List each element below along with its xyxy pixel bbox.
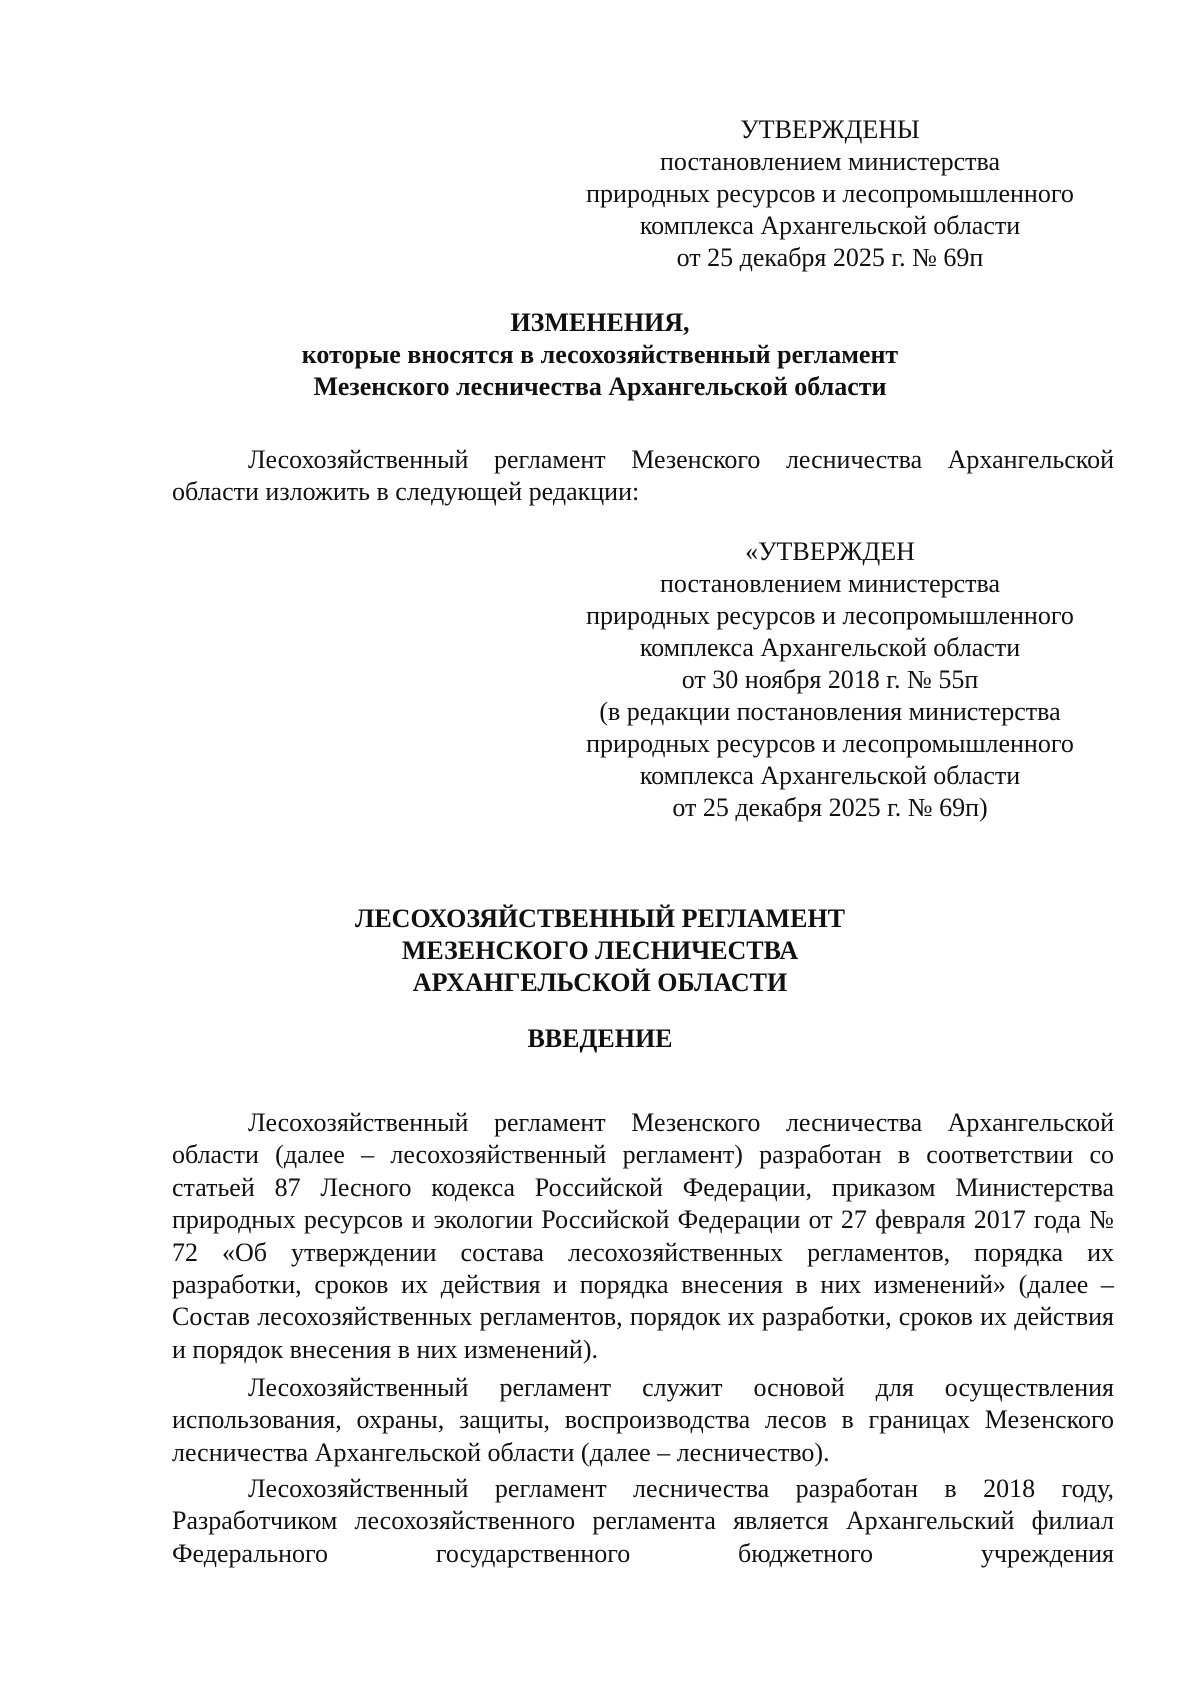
approval-line: комплекса Архангельской области (639, 633, 1021, 662)
title-line: АРХАНГЕЛЬСКОЙ ОБЛАСТИ (412, 968, 788, 997)
approval-line: от 25 декабря 2025 г. № 69п (676, 243, 984, 272)
body-paragraph: Лесохозяйственный регламент служит основой для осуществления использования, охраны, защиты, воспроизводства лесов в границах Мезенского лесничества Архангельской области (далее – лесничество). (172, 1373, 1114, 1467)
title-line: ЛЕСОХОЗЯЙСТВЕННЫЙ РЕГЛАМЕНТ (354, 904, 846, 933)
body-paragraph: Лесохозяйственный регламент лесничества разработан в 2018 году, Разработчиком лесохозяйственного регламента является Архангельский филиал Федерального государственного бюджетного учреждения (172, 1474, 1114, 1568)
approval-line: природных ресурсов и лесопромышленного (586, 729, 1074, 758)
changes-heading (140, 307, 1060, 403)
approval-line: УТВЕРЖДЕНЫ (740, 115, 920, 144)
body-paragraph: Лесохозяйственный регламент Мезенского лесничества Архангельской области (далее – лесохозяйственный регламент) разработан в соответствии со статьей 87 Лесного кодекса Российской Федерации, приказом Министерства природных ресурсов и экологии Российской Федерации от 27 февраля 2017 года № 72 «Об утверждении состава лесохозяйственных регламентов, порядка их разработки, сроков их действия и порядка внесения в них изменений» (далее – Состав лесохозяйственных регламентов, порядок их разработки, сроков их действия и порядок внесения в них изменений). (172, 1108, 1114, 1364)
heading-line: которые вносятся в лесохозяйственный регламент (301, 340, 899, 369)
approval-line: комплекса Архангельской области (639, 211, 1021, 240)
approval-line: постановлением министерства (659, 569, 1001, 598)
approval-line: от 25 декабря 2025 г. № 69п) (672, 793, 988, 822)
title-line: МЕЗЕНСКОГО ЛЕСНИЧЕСТВА (401, 936, 799, 965)
approval-line: комплекса Архангельской области (639, 761, 1021, 790)
approval-line: природных ресурсов и лесопромышленного (586, 179, 1074, 208)
regulation-title (140, 903, 1060, 999)
approval-line: от 30 ноября 2018 г. № 55п (681, 665, 979, 694)
approval-stamp-second (560, 536, 1100, 824)
change-paragraph: Лесохозяйственный регламент Мезенского лесничества Архангельской области изложить в следующей редакции: (172, 445, 1114, 507)
introduction-heading: ВВЕДЕНИЕ (527, 1024, 673, 1053)
heading-line: ИЗМЕНЕНИЯ, (510, 308, 690, 337)
approval-line: природных ресурсов и лесопромышленного (586, 601, 1074, 630)
approval-line: «УТВЕРЖДЕН (745, 537, 915, 566)
approval-line: (в редакции постановления министерства (599, 697, 1061, 726)
heading-line: Мезенского лесничества Архангельской области (313, 372, 887, 401)
approval-line: постановлением министерства (659, 147, 1001, 176)
approval-stamp-top (560, 114, 1100, 274)
